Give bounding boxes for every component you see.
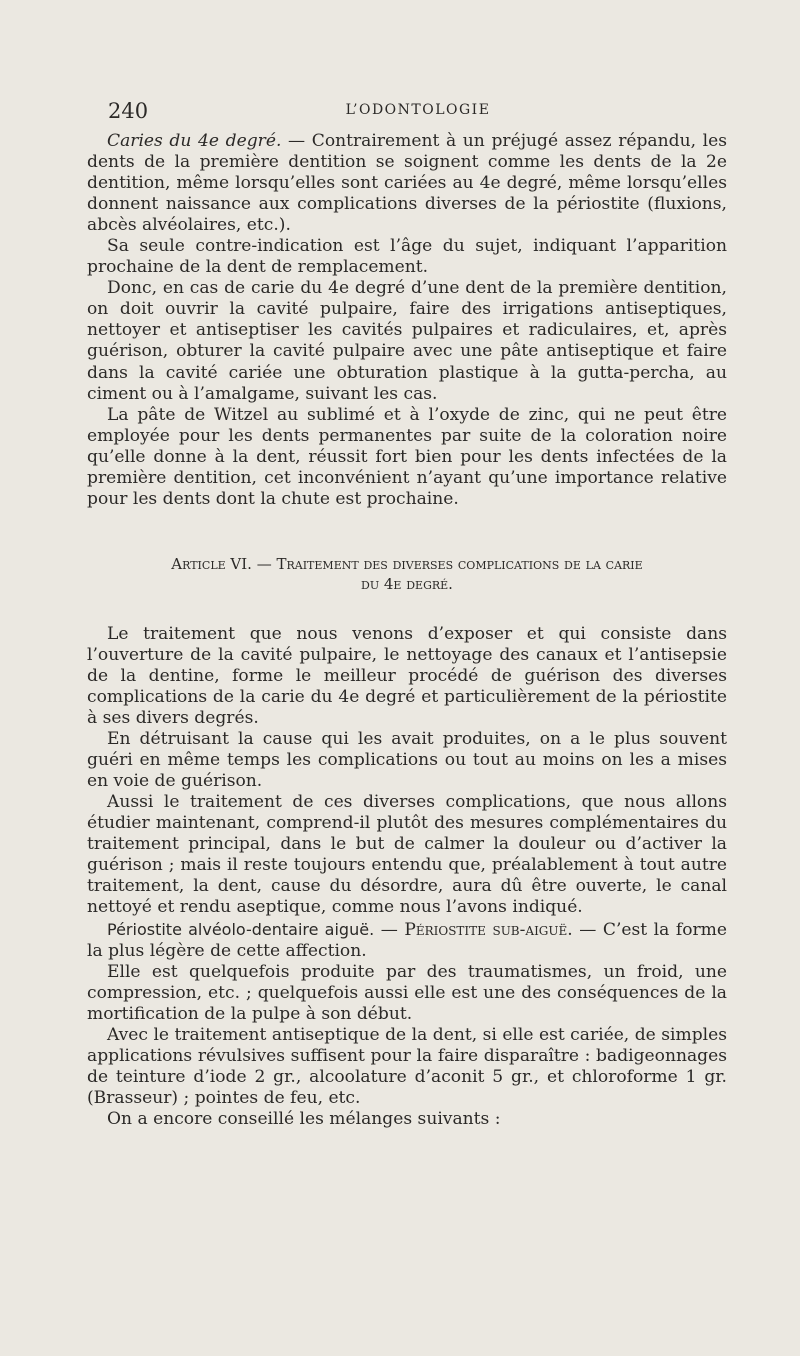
running-title: L’ODONTOLOGIE (345, 102, 491, 118)
paragraph-lead: Caries du 4e degré. (107, 131, 282, 151)
paragraph (87, 919, 727, 962)
paragraph: Aussi le traitement de ces diverses complications, que nous allons étudier maintenant, comprend-il plutôt des mesures complémentaires du traitement principal, dans le but de calmer la douleur ou d’activer la guérison ; mais il reste toujours entendu que, préalablement à tout autre traitement, la dent, cause du désordre, aura dû être ouverte, le canal nettoyé et rendu aseptique, comme nous l’avons indiqué. (87, 792, 727, 918)
paragraph-text: — Contrairement à un préjugé assez répandu, les dents de la première dentition se soignent comme les dents de la 2e dentition, même lorsqu’elles sont cariées au 4e degré, même lorsqu’elles donnent naissance aux complications diverses de la périostite (fluxions, abcès alvéolaires, etc.). (87, 131, 728, 236)
page-number: 240 (108, 99, 149, 123)
article-heading (87, 554, 727, 594)
paragraph: Avec le traitement antiseptique de la dent, si elle est cariée, de simples applications révulsives suffisent pour la faire disparaître : badigeonnages de teinture d’iode 2 gr., alcoolature d’aconit 5 gr., et chloroforme 1 gr. (Brasseur) ; pointes de feu, etc. (87, 1024, 727, 1108)
paragraph: Elle est quelquefois produite par des traumatismes, un froid, une compression, etc. ; quelquefois aussi elle est une des conséquences de la mortification de la pulpe à son début. (87, 961, 727, 1024)
paragraph: La pâte de Witzel au sublimé et à l’oxyde de zinc, qui ne peut être employée pour les dents permanentes par suite de la coloration noire qu’elle donne à la dent, réussit fort bien pour les dents infectées de la première dentition, cet inconvénient n’ayant qu’une importance relative pour les dents dont la chute est prochaine. (87, 404, 727, 509)
paragraph: On a encore conseillé les mélanges suivants : (107, 1108, 501, 1129)
paragraph-text: — (374, 919, 405, 940)
paragraph: Sa seule contre-indication est l’âge du sujet, indiquant l’apparition prochaine de la dent de remplacement. (87, 236, 727, 278)
article-heading-line: Article VI. — Traitement des diverses complications de la carie (171, 554, 643, 573)
paragraph: En détruisant la cause qui les avait produites, on a le plus souvent guéri en même temps les complications ou tout au moins on les a mises en voie de guérison. (87, 729, 727, 792)
subsection-subtitle: Périostite sub-aiguë. (404, 919, 573, 940)
article-heading-line: du 4e degré. (361, 574, 453, 593)
page-header (108, 99, 728, 125)
paragraph-text: — C’est la forme la plus légère de cette affection. (87, 919, 727, 961)
paragraph: Le traitement que nous venons d’exposer et qui consiste dans l’ouverture de la cavité pulpaire, le nettoyage des canaux et l’antisepsie de la dentine, forme le meilleur procédé de guérison des diverses complications de la carie du 4e degré et particulièrement de la périostite à ses divers degrés. (87, 623, 727, 729)
page-body (87, 131, 727, 1130)
paragraph: Donc, en cas de carie du 4e degré d’une dent de la première dentition, on doit ouvrir la cavité pulpaire, faire des irrigations antiseptiques, nettoyer et antiseptiser les cavités pulpaires et radiculaires, et, après guérison, obturer la cavité pulpaire avec une pâte antiseptique et faire dans la cavité cariée une obturation plastique à la gutta-percha, au ciment ou à l’amalgame, suivant les cas. (87, 278, 727, 404)
subsection-title: Périostite alvéolo-dentaire aiguë. (107, 919, 375, 939)
paragraph (87, 131, 727, 236)
